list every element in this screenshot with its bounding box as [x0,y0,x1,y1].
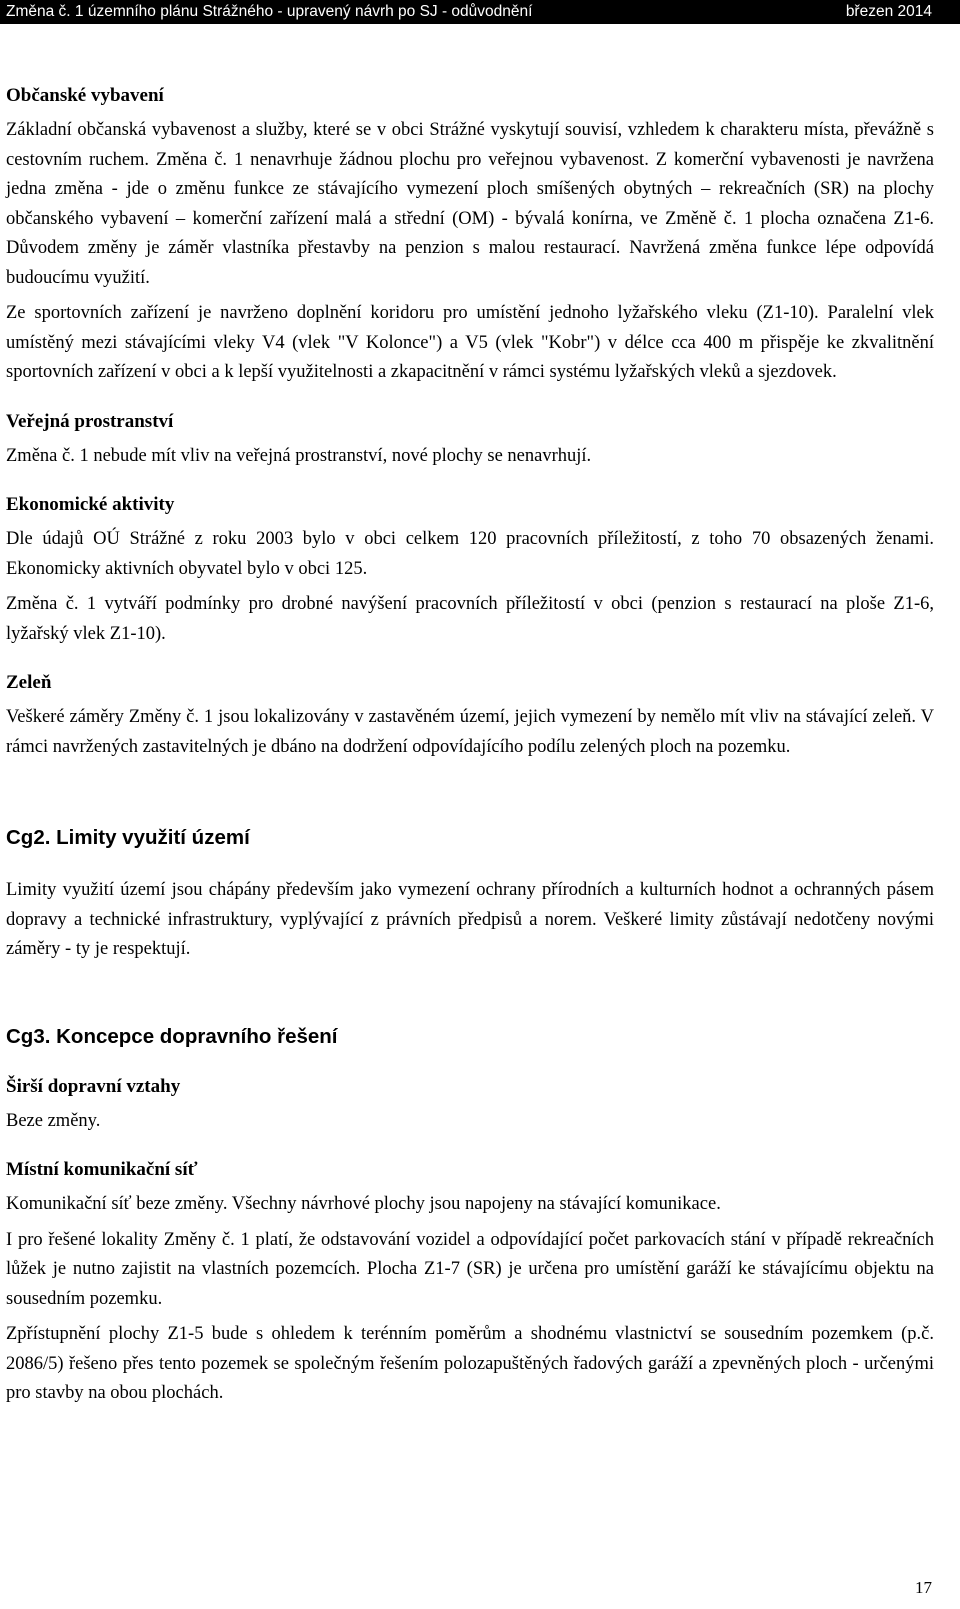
paragraph-cg2-1: Limity využití území jsou chápány především jako vymezení ochrany přírodních a kulturních hodnot a ochranných pásem dopravy a technické infrastruktury, vyplývající z právních předpisů a norem. Veškeré limity zůstávají nedotčeny novými záměry - ty je respektují. [6,880,934,959]
page-header [0,0,960,24]
header-title: Změna č. 1 územního plánu Strážného - upravený návrh po SJ - odůvodnění [6,3,533,20]
document-body [6,84,934,1415]
paragraph-mistni-3: Zpřístupnění plochy Z1-5 bude s ohledem k terénním poměrům a shodnému vlastnictví se sousedním pozemkem (p.č. 2086/5) řešeno přes tento pozemek se společným řešením polozapuštěných řadových garáží a zpevněných ploch - určenými pro stavby na obou plochách. [6,1324,934,1403]
paragraph-ekonomicke-1: Dle údajů OÚ Strážné z roku 2003 bylo v obci celkem 120 pracovních příležitostí, z toho 70 obsazených ženami. Ekonomicky aktivních obyvatel bylo v obci 125. [6,529,934,579]
page-number: 17 [915,1578,932,1597]
heading-zelen: Zeleň [6,672,52,693]
paragraph-zelen-1: Veškeré záměry Změny č. 1 jsou lokalizovány v zastavěném území, jejich vymezení by nemělo mít vliv na stávající zeleň. V rámci navržených zastavitelných je dbáno na dodržení odpovídajícího podílu zelených ploch na pozemku. [6,707,934,757]
heading-cg3-koncepce: Cg3. Koncepce dopravního řešení [6,1024,338,1048]
paragraph-obcanske-2: Ze sportovních zařízení je navrženo doplnění koridoru pro umístění jednoho lyžařského vleku (Z1-10). Paralelní vlek umístěný mezi stávajícími vleky V4 (vlek "V Kolonce") a V5 (vlek "Kobr") v délce cca 400 m přispěje ke zkvalitnění sportovních zařízení v obci a k lepší využitelnosti a zkapacitnění v rámci systému lyžařských vleků a sjezdovek. [6,303,934,382]
heading-verejna-prostranstvi: Veřejná prostranství [6,410,174,432]
paragraph-ekonomicke-2: Změna č. 1 vytváří podmínky pro drobné navýšení pracovních příležitostí v obci (penzion s restaurací na ploše Z1-6, lyžařský vlek Z1-10). [6,594,934,644]
paragraph-sirsi-1: Beze změny. [6,1110,101,1131]
paragraph-verejna-1: Změna č. 1 nebude mít vliv na veřejná prostranství, nové plochy se nenavrhují. [6,445,592,466]
heading-obcanske-vybaveni: Občanské vybavení [6,85,164,106]
header-date: březen 2014 [845,3,932,20]
heading-mistni-komunikacni-sit: Místní komunikační síť [6,1159,198,1180]
heading-ekonomicke-aktivity: Ekonomické aktivity [6,494,175,515]
paragraph-mistni-2: I pro řešené lokality Změny č. 1 platí, že odstavování vozidel a odpovídající počet parkovacích stání v případě rekreačních lůžek je nutno zajistit na vlastních pozemcích. Plocha Z1-7 (SR) je určena pro umístění garáží ke stávajícímu objektu na sousedním pozemku. [6,1229,934,1309]
heading-cg2-limity: Cg2. Limity využití území [6,826,250,849]
heading-sirsi-dopravni-vztahy: Širší dopravní vztahy [6,1075,181,1097]
paragraph-obcanske-1: Základní občanská vybavenost a služby, které se v obci Strážné vyskytují souvisí, vzhledem k charakteru místa, převážně s cestovním ruchem. Změna č. 1 nenavrhuje žádnou plochu pro veřejnou vybavenost. Z komerční vybavenosti je navržena jedna změna - jde o změnu funkce ze stávajícího vymezení ploch smíšených obytných – rekreačních (SR) na plochy občanského vybavení – komerční zařízení malá a střední (OM) - bývalá konírna, ve Změně č. 1 plocha označena Z1-6. Důvodem změny je záměr vlastníka přestavby na penzion s malou restaurací. Navržená změna funkce lépe odpovídá budoucímu využití. [6,120,934,288]
paragraph-mistni-1: Komunikační síť beze změny. Všechny návrhové plochy jsou napojeny na stávající komunikace. [6,1194,721,1214]
